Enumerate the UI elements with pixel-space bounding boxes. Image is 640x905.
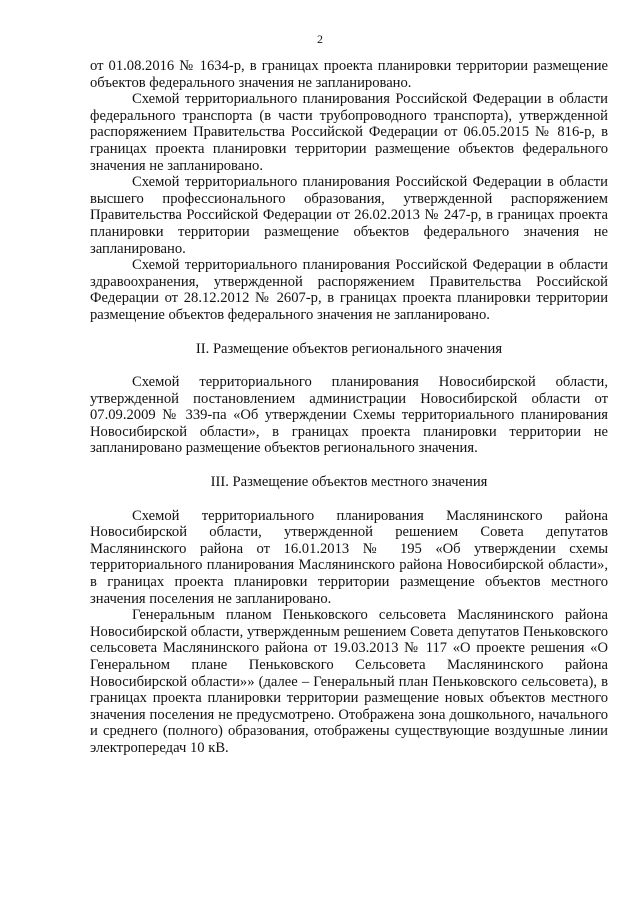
page-number: 2 xyxy=(317,32,323,46)
paragraph-continuation: от 01.08.2016 № 1634-р, в границах проекта планировки территории размещение объектов федерального значения не запланировано. xyxy=(90,58,608,91)
paragraph-regional: Схемой территориального планирования Новосибирской области, утвержденной постановлением администрации Новосибирской области от 07.09.2009 № 339-па «Об утверждении Схемы территориального планирования Новосибирской области», в границах проекта планировки территории не запланировано размещение объектов регионального значения. xyxy=(90,374,608,457)
paragraph-local-district: Схемой территориального планирования Маслянинского района Новосибирской области, утвержденной решением Совета депутатов Маслянинского района от 16.01.2013 № 195 «Об утверждении схемы территориального планирования Маслянинского района Новосибирской области», в границах проекта планировки территории размещение объектов местного значения поселения не запланировано. xyxy=(90,507,608,607)
section-heading-regional: II. Размещение объектов регионального значения xyxy=(195,340,503,357)
section-heading-local: III. Размещение объектов местного значения xyxy=(210,474,488,491)
document-body xyxy=(90,58,608,757)
paragraph-federal-education: Схемой территориального планирования Российской Федерации в области высшего профессионального образования, утвержденной распоряжением Правительства Российской Федерации от 26.02.2013 № 247-р, в границах проекта планировки территории размещение объектов федерального значения не запланировано. xyxy=(90,174,608,257)
paragraph-local-general-plan: Генеральным планом Пеньковского сельсовета Маслянинского района Новосибирской области, утвержденным решением Совета депутатов Пеньковского сельсовета Маслянинского района от 19.03.2013 № 117 «О проекте решения «О Генеральном плане Пеньковского Сельсовета Маслянинского района Новосибирской области»» (далее – Генеральный план Пеньковского сельсовета), в границах проекта планировки территории размещение новых объектов местного значения поселения не предусмотрено. Отображена зона дошкольного, начального и среднего (полного) образования, отображены существующие воздушные линии электропередач 10 кВ. xyxy=(90,607,608,756)
paragraph-federal-transport: Схемой территориального планирования Российской Федерации в области федерального транспорта (в части трубопроводного транспорта), утвержденной распоряжением Правительства Российской Федерации от 06.05.2015 № 816-р, в границах проекта планировки территории размещение объектов федерального значения не запланировано. xyxy=(90,91,608,174)
paragraph-federal-health: Схемой территориального планирования Российской Федерации в области здравоохранения, утвержденной распоряжением Правительства Российской Федерации от 28.12.2012 № 2607-р, в границах проекта планировки территории размещение объектов федерального значения не запланировано. xyxy=(90,257,608,323)
